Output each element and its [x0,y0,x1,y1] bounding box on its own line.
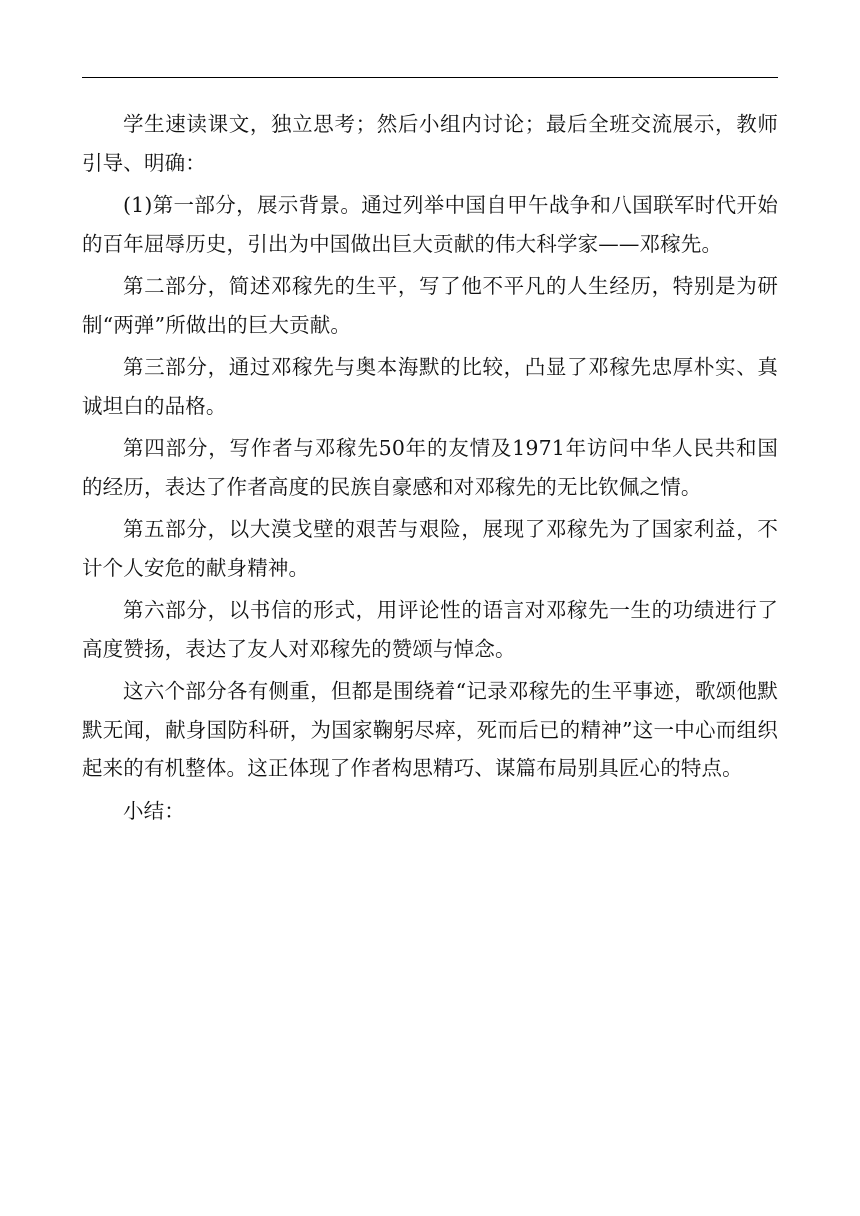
document-body [82,105,778,834]
paragraph-part-five: 第五部分，以大漠戈壁的艰苦与艰险，展现了邓稼先为了国家利益，不计个人安危的献身精神。 [82,517,778,580]
paragraph-part-six: 第六部分，以书信的形式，用评论性的语言对邓稼先一生的功绩进行了高度赞扬，表达了友人对邓稼先的赞颂与悼念。 [82,598,778,661]
paragraph-part-two: 第二部分，简述邓稼先的生平，写了他不平凡的人生经历，特别是为研制“两弹”所做出的巨大贡献。 [82,274,778,337]
paragraph-summary-analysis: 这六个部分各有侧重，但都是围绕着“记录邓稼先的生平事迹，歌颂他默默无闻，献身国防科研，为国家鞠躬尽瘁，死而后已的精神”这一中心而组织起来的有机整体。这正体现了作者构思精巧、谋篇布局别具匠心的特点。 [82,679,778,780]
paragraph-part-three: 第三部分，通过邓稼先与奥本海默的比较，凸显了邓稼先忠厚朴实、真诚坦白的品格。 [82,355,778,418]
paragraph-part-one: (1)第一部分，展示背景。通过列举中国自甲午战争和八国联军时代开始的百年屈辱历史，引出为中国做出巨大贡献的伟大科学家——邓稼先。 [82,193,778,256]
paragraph-part-four: 第四部分，写作者与邓稼先50年的友情及1971年访问中华人民共和国的经历，表达了作者高度的民族自豪感和对邓稼先的无比钦佩之情。 [82,436,778,499]
paragraph-reading-instruction: 学生速读课文，独立思考；然后小组内讨论；最后全班交流展示，教师引导、明确： [82,112,778,175]
header-rule [82,77,778,78]
paragraph-conclusion-heading: 小结： [123,798,185,823]
